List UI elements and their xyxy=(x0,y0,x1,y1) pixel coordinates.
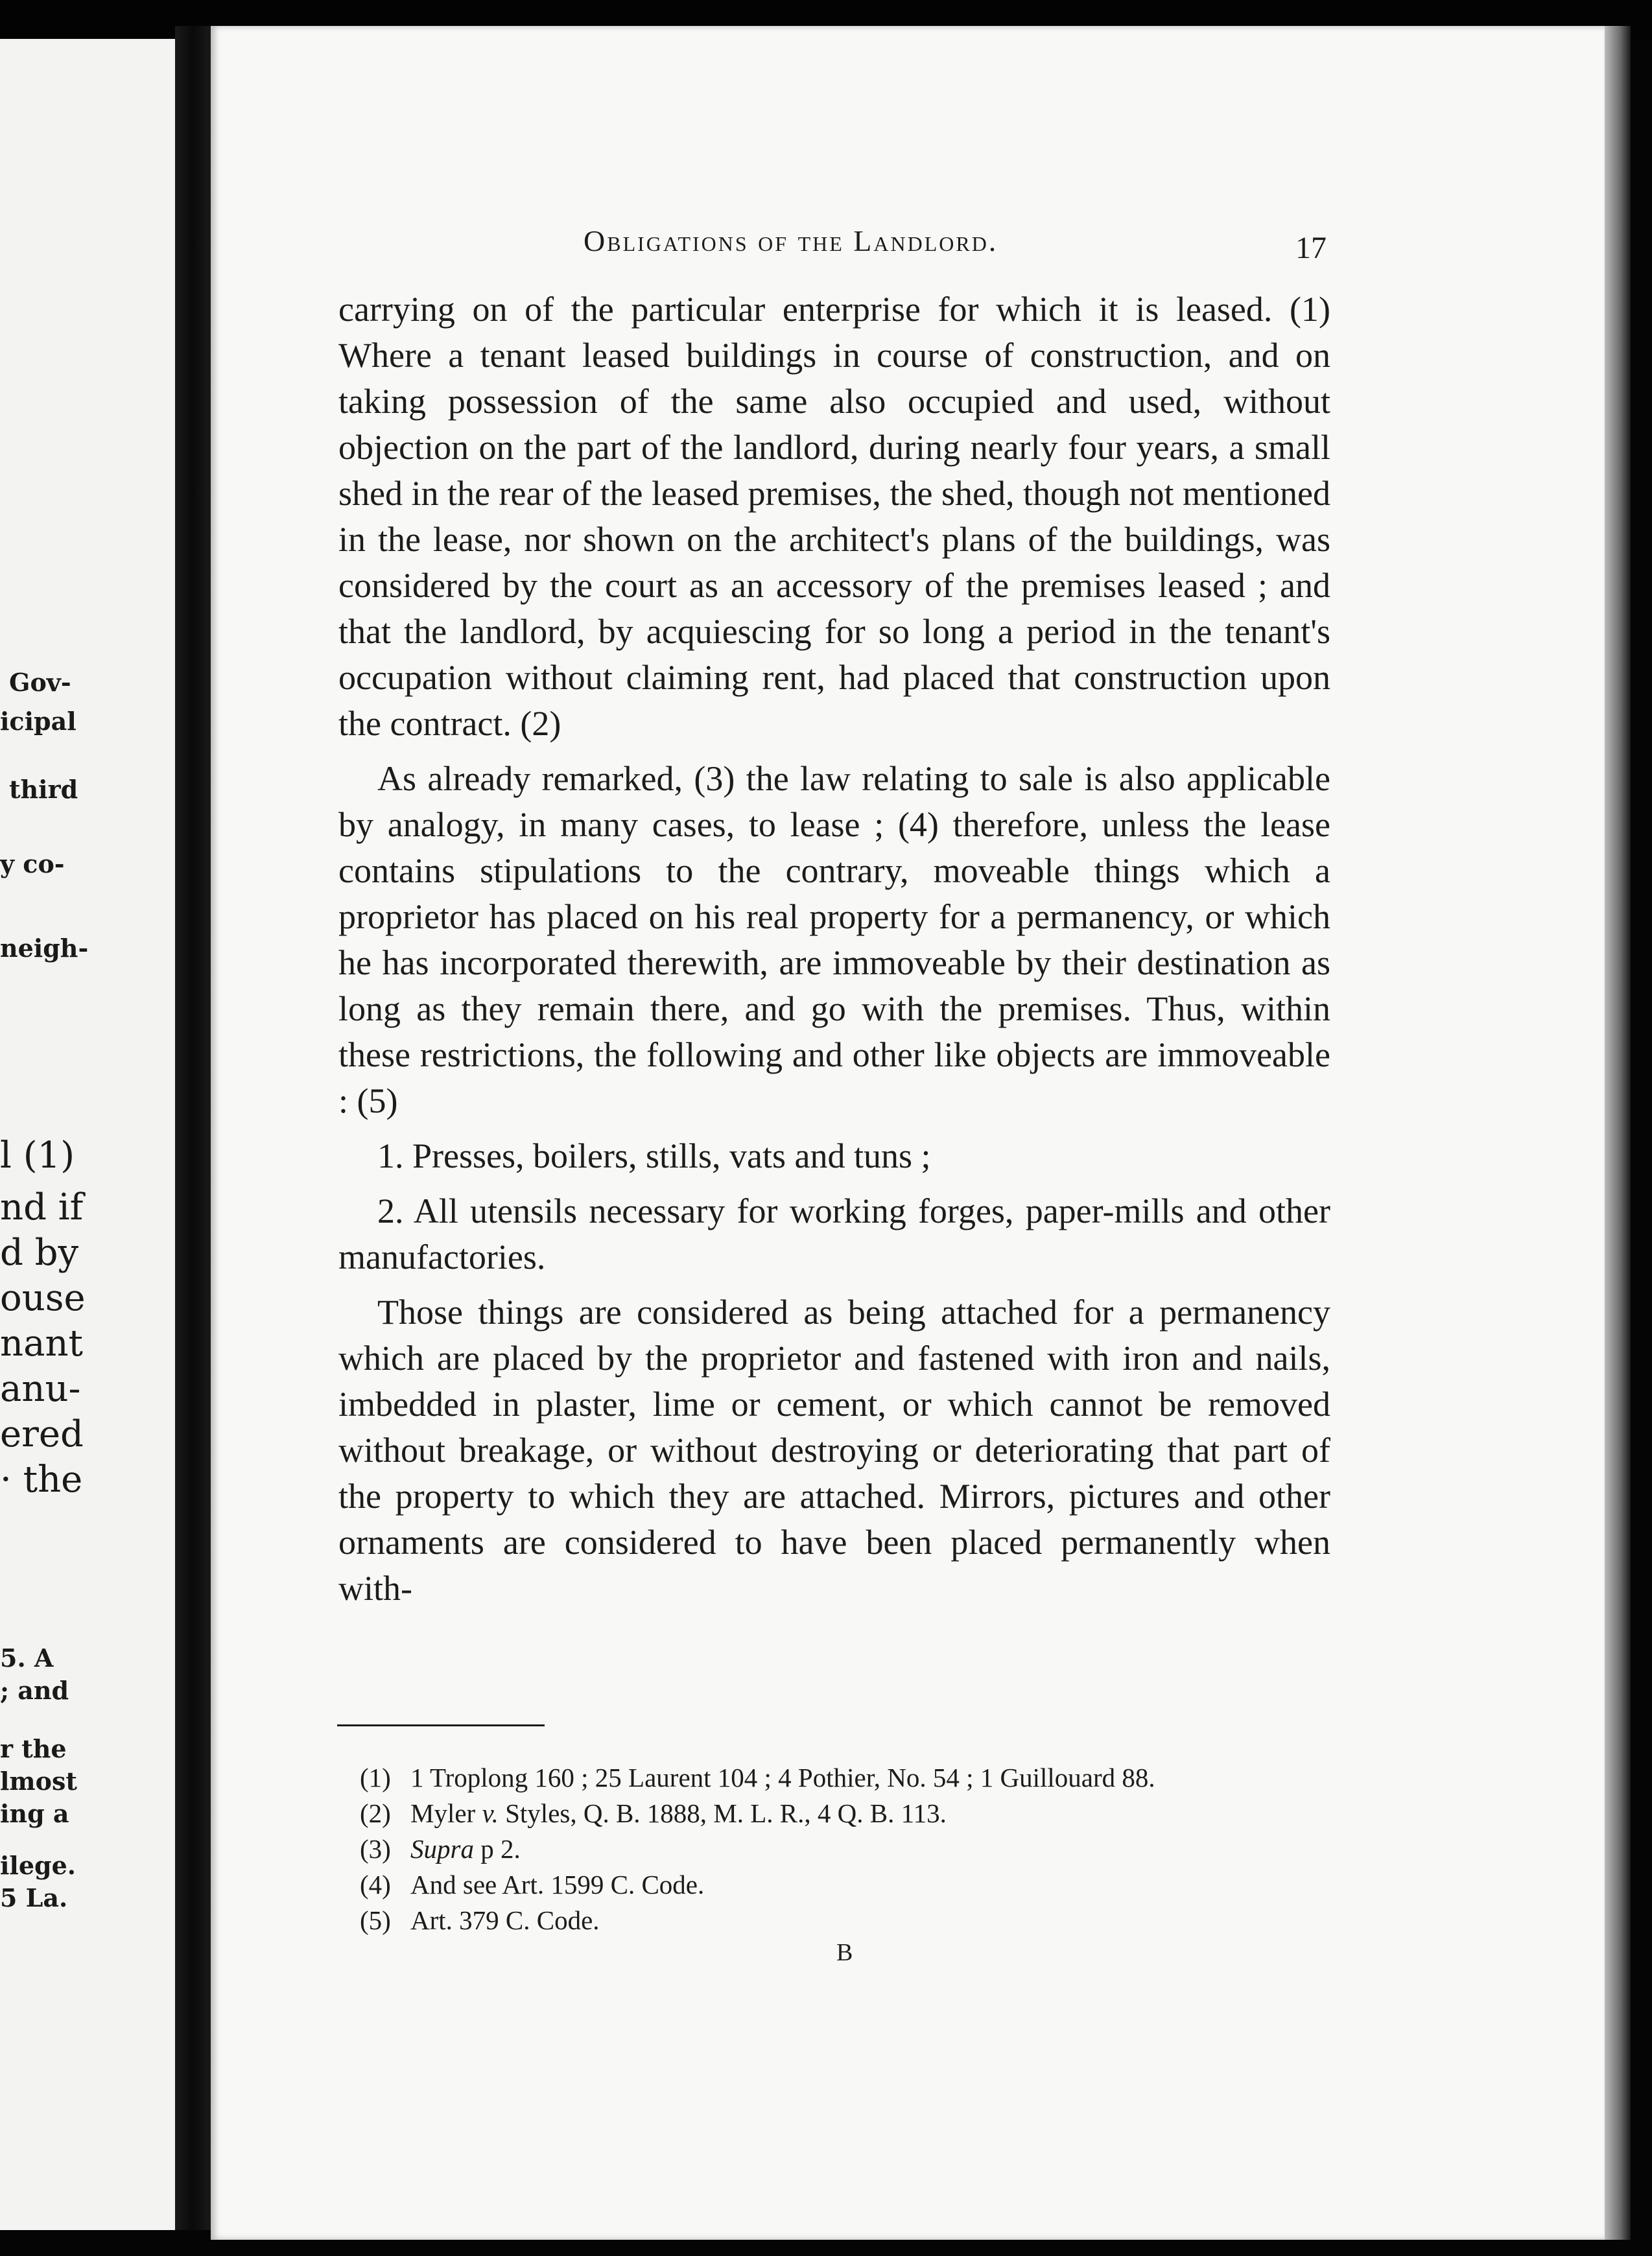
footnote-text: 1 Troplong 160 ; 25 Laurent 104 ; 4 Pothier, No. 54 ; 1 Guillouard 88. xyxy=(410,1763,1155,1792)
footnote xyxy=(360,1903,1397,1938)
facing-fragment: l (1) xyxy=(0,1134,75,1177)
footnote-text: Art. 379 C. Code. xyxy=(410,1905,600,1935)
list-item: 2. All utensils necessary for working forges, paper-mills and other manufactories. xyxy=(338,1192,1330,1276)
facing-fragment: r the xyxy=(0,1734,67,1763)
footnote-number: (2) xyxy=(360,1798,391,1828)
page-edge xyxy=(1605,26,1631,2240)
facing-fragment: lmost xyxy=(0,1767,77,1796)
footnote-italic: v. xyxy=(482,1798,499,1828)
facing-fragment: d by xyxy=(0,1232,79,1274)
facing-fragment: neigh- xyxy=(0,934,89,963)
footnote xyxy=(360,1867,1397,1903)
facing-page xyxy=(0,39,182,2230)
footnotes xyxy=(360,1760,1397,1938)
facing-fragment: y co- xyxy=(0,849,65,878)
footnote-number: (4) xyxy=(360,1870,391,1899)
facing-fragment: ouse xyxy=(0,1277,86,1319)
footnote-text: And see Art. 1599 C. Code. xyxy=(410,1870,705,1899)
footnote xyxy=(360,1796,1397,1831)
signature-mark: B xyxy=(836,1939,853,1966)
facing-fragment: Gov- xyxy=(9,668,71,697)
body-text xyxy=(338,287,1330,1612)
facing-fragment: icipal xyxy=(0,707,77,736)
footnote-text: p 2. xyxy=(473,1834,521,1864)
footnote-number: (3) xyxy=(360,1834,391,1864)
paragraph: Those things are considered as being attached for a permanency which are placed by the proprietor and fastened with iron and nails, imbedded in plaster, lime or cement, or which cannot be removed without breakage, or without destroying or deteriorating that part of the property to which they are attached. Mirrors, pictures and other ornaments are considered to have been placed permanently when with- xyxy=(338,1293,1330,1608)
footnote xyxy=(360,1831,1397,1867)
running-head: Obligations of the Landlord. xyxy=(584,224,998,257)
footnote-number: (1) xyxy=(360,1763,391,1792)
facing-fragment: ered xyxy=(0,1413,84,1455)
facing-fragment: ing a xyxy=(0,1799,69,1828)
facing-fragment: ilege. xyxy=(0,1851,77,1880)
facing-page-text-fragments xyxy=(0,39,182,2230)
paragraph: carrying on of the particular enterprise for which it is leased. (1) Where a tenant leased buildings in course of construction, and on taking possession of the same also occupied and used, without objection on the part of the landlord, during nearly four years, a small shed in the rear of the leased premises, the shed, though not mentioned in the lease, nor shown on the architect's plans of the buildings, was considered by the court as an accessory of the premises leased ; and that the landlord, by acquiescing for so long a period in the tenant's occupation without claiming rent, had placed that construction upon the contract. (2) xyxy=(338,290,1330,743)
footnote-number: (5) xyxy=(360,1905,391,1935)
facing-fragment: · the xyxy=(0,1459,83,1501)
facing-fragment: 5 La. xyxy=(0,1883,68,1912)
footnote-text: Myler xyxy=(410,1798,482,1828)
footnote-rule xyxy=(337,1724,545,1726)
page-number: 17 xyxy=(1295,231,1327,265)
facing-fragment: nd if xyxy=(0,1186,84,1228)
facing-fragment: nant xyxy=(0,1322,84,1365)
facing-fragment: ; and xyxy=(0,1676,69,1705)
paragraph: As already remarked, (3) the law relating to sale is also applicable by analogy, in many cases, to lease ; (4) therefore, unless the lease contains stipulations to the contrary, moveable things which a proprietor has placed on his real property for a permanency, or which he has incorporated therewith, are immoveable by their destination as long as they remain there, and go with the premises. Thus, within these restrictions, the following and other like objects are immoveable : (5) xyxy=(338,759,1330,1120)
footnote-italic: Supra xyxy=(410,1834,474,1864)
list-item: 1. Presses, boilers, stills, vats and tuns ; xyxy=(377,1136,931,1175)
footnote-text: Styles, Q. B. 1888, M. L. R., 4 Q. B. 113. xyxy=(498,1798,947,1828)
facing-fragment: anu- xyxy=(0,1368,81,1410)
facing-fragment: third xyxy=(9,775,78,804)
footnote xyxy=(360,1760,1397,1796)
facing-fragment: 5. A xyxy=(0,1643,54,1673)
